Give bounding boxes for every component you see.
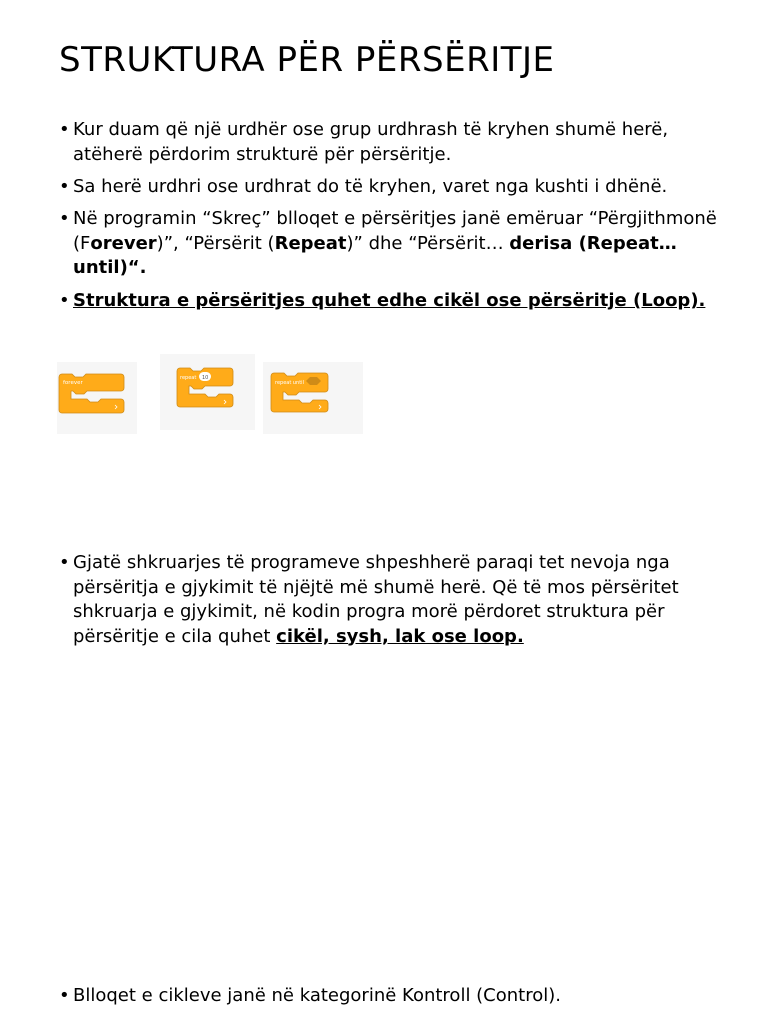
forever-block-label: forever xyxy=(63,380,83,386)
bullet-item xyxy=(59,118,719,167)
forever-block-image xyxy=(57,362,137,434)
bullet-item xyxy=(59,984,719,1009)
repeat-until-block-image xyxy=(263,362,363,434)
text-run-bold-underline: cikël, sysh, lak ose loop. xyxy=(276,625,524,647)
text-run-bold: derisa (Repeat… until)“. xyxy=(73,232,677,278)
bullet-item xyxy=(59,551,719,649)
text-run: Në programin “Skreç” blloqet e përsëritjes janë emëruar “Përgjithmonë (F xyxy=(73,208,717,254)
bullet-item xyxy=(59,207,719,281)
repeat-block-image xyxy=(160,354,255,430)
bullet-text: Sa herë urdhri ose urdhrat do të kryhen, varet nga kushti i dhënë. xyxy=(73,176,668,197)
bullet-dot: • xyxy=(59,119,70,140)
bullet-item xyxy=(59,289,719,314)
bullet-dot: • xyxy=(59,176,70,197)
repeat-until-block-icon xyxy=(263,362,363,434)
bullet-text: Struktura e përsëritjes quhet edhe cikël ose përsëritje (Loop). xyxy=(73,290,706,311)
bullet-dot: • xyxy=(59,552,70,573)
forever-block-icon xyxy=(57,362,137,434)
bullet-dot: • xyxy=(59,985,70,1006)
bullet-dot: • xyxy=(59,290,70,311)
text-run: )” dhe “Përsërit… xyxy=(346,232,510,254)
text-run-bold: Repeat xyxy=(274,232,347,254)
text-run: )”, “Përsërit ( xyxy=(156,232,275,254)
bullet-text: Kur duam që një urdhër ose grup urdhrash të kryhen shumë herë, atëherë përdorim strukturë për përsëritje. xyxy=(73,119,669,165)
page-title: STRUKTURA PËR PËRSËRITJE xyxy=(59,40,555,80)
repeat-block-label: repeat xyxy=(180,375,197,381)
bullet-item xyxy=(59,175,719,200)
text-run-bold: orever xyxy=(90,232,157,254)
bullet-text: Blloqet e cikleve janë në kategorinë Kontroll (Control). xyxy=(73,985,561,1006)
bullet-dot: • xyxy=(59,208,70,229)
repeat-count-value: 10 xyxy=(202,375,209,381)
bullet-text xyxy=(73,551,719,649)
bullet-text xyxy=(73,207,719,281)
text-run: Gjatë shkruarjes të programeve shpeshherë paraqi tet nevoja nga përsëritja e gjykimit të njëjtë më shumë herë. Që të mos përsëritet shkruarja e gjykimit, në kodin progra morë përdoret struktura për përsëritje e cila quhet xyxy=(73,552,679,647)
repeat-until-block-label: repeat until xyxy=(275,380,304,386)
repeat-block-icon xyxy=(160,354,255,430)
